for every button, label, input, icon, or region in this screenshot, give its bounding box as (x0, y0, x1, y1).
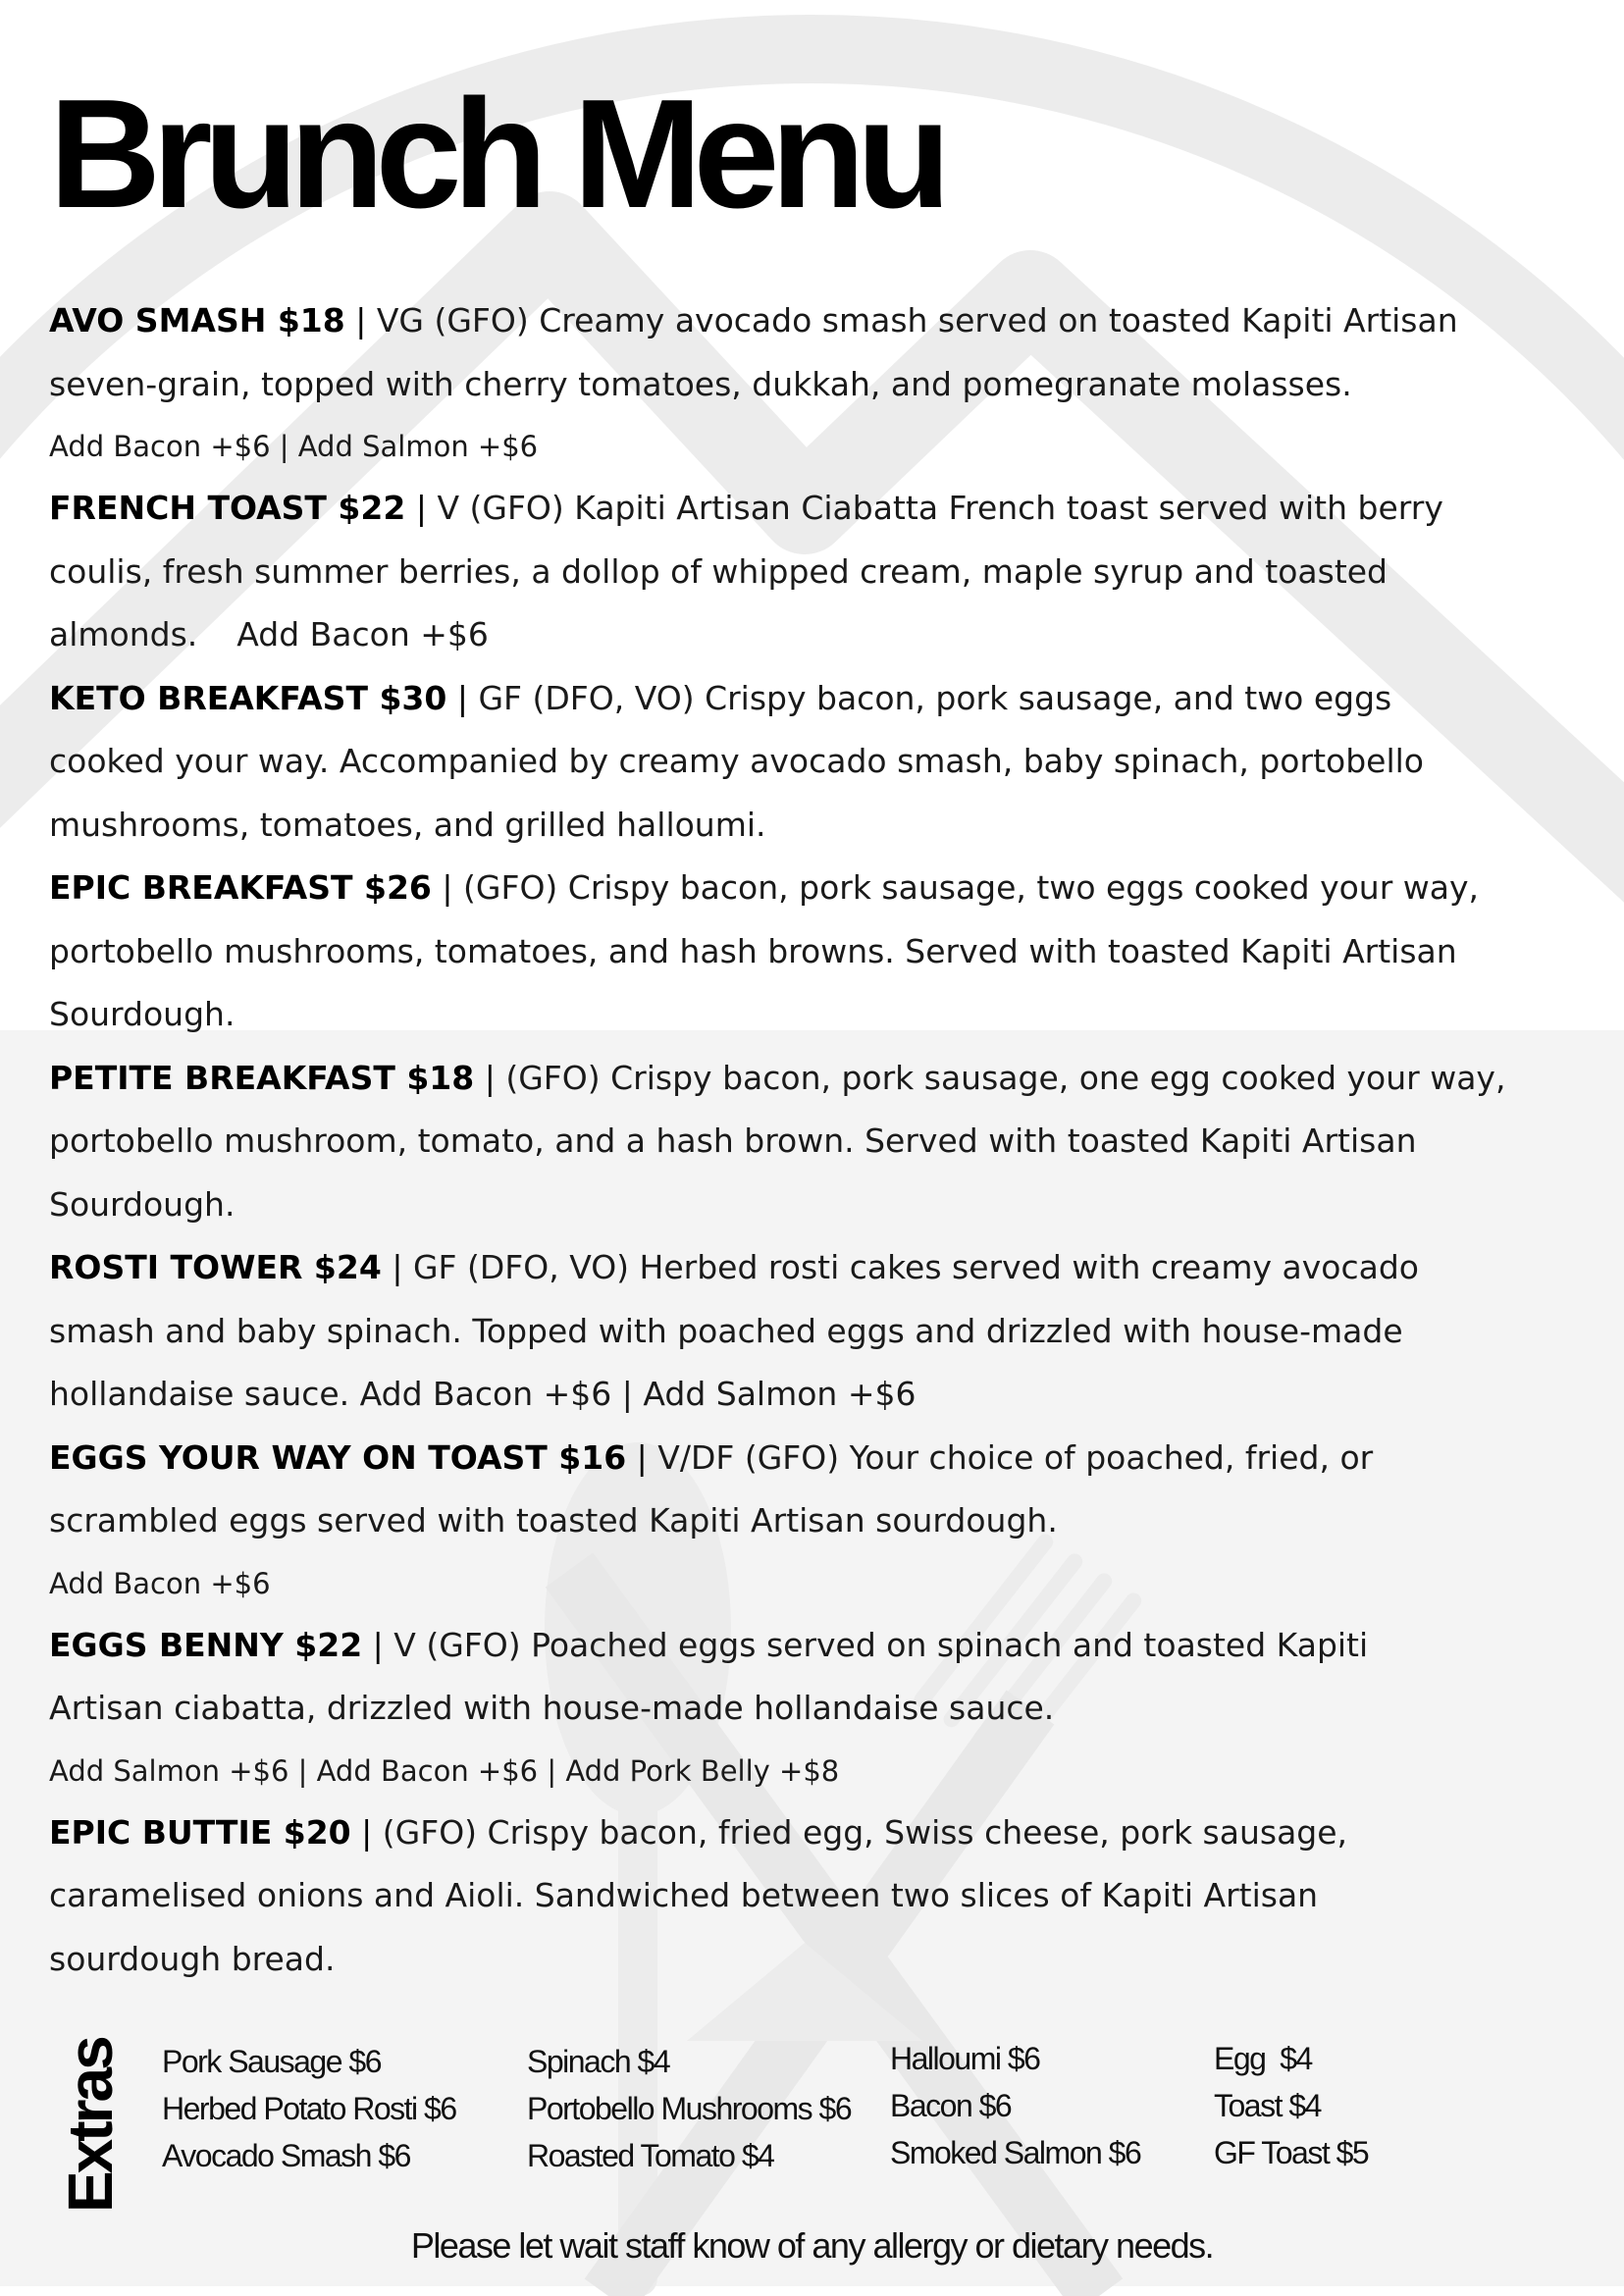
separator: | (456, 678, 468, 717)
item-description: smash and baby spinach. Topped with poached eggs and drizzled with house-made (49, 1311, 1403, 1350)
item-addon: Add Bacon +$6 | Add Salmon +$6 (49, 430, 539, 463)
extra-item: Toast $4 (1214, 2088, 1321, 2123)
item-description: (GFO) Crispy bacon, pork sausage, two eggs cooked your way, (463, 868, 1480, 907)
item-name: EGGS YOUR WAY ON TOAST $16 (49, 1437, 627, 1477)
item-description: mushrooms, tomatoes, and grilled halloumi. (49, 805, 766, 844)
extra-item: Portobello Mushrooms $6 (527, 2091, 852, 2126)
extras-column (1214, 2035, 1368, 2176)
item-description: V/DF (GFO) Your choice of poached, fried, or (657, 1437, 1374, 1477)
extra-item: Egg $4 (1214, 2041, 1312, 2076)
menu-item-eggs-your-way (49, 1427, 1541, 1614)
extras-column (162, 2038, 456, 2179)
item-description: portobello mushrooms, tomatoes, and hash browns. Served with toasted Kapiti Artisan (49, 931, 1457, 970)
separator: | (372, 1625, 384, 1664)
menu-item-petite-breakfast (49, 1047, 1541, 1237)
item-addon: Add Salmon +$6 | Add Bacon +$6 | Add Pork Belly +$8 (49, 1753, 840, 1788)
extra-item: Bacon $6 (890, 2088, 1012, 2123)
item-name: EPIC BREAKFAST $26 (49, 868, 432, 907)
item-description: Artisan ciabatta, drizzled with house-made hollandaise sauce. (49, 1689, 1055, 1727)
separator: | (415, 489, 427, 527)
item-description: V (GFO) Poached eggs served on spinach and toasted Kapiti (393, 1625, 1369, 1664)
menu-item-keto-breakfast (49, 667, 1541, 858)
menu-list (49, 289, 1541, 1991)
item-name: PETITE BREAKFAST $18 (49, 1058, 475, 1097)
menu-item-french-toast (49, 477, 1541, 667)
extra-item: Avocado Smash $6 (162, 2138, 410, 2173)
item-description: Sourdough. (49, 1184, 236, 1224)
item-description: hollandaise sauce. Add Bacon +$6 | Add Salmon +$6 (49, 1375, 917, 1413)
page-title: Brunch Menu (49, 68, 943, 240)
item-description: VG (GFO) Creamy avocado smash served on toasted Kapiti Artisan (376, 301, 1458, 339)
separator: | (392, 1248, 403, 1286)
separator: | (361, 1812, 373, 1852)
item-addon: Add Bacon +$6 (236, 615, 489, 653)
extras-column (527, 2038, 851, 2179)
allergy-notice: Please let wait staff know of any allergy or dietary needs. (410, 2225, 1214, 2266)
item-description: portobello mushroom, tomato, and a hash brown. Served with toasted Kapiti Artisan (49, 1122, 1417, 1160)
item-description: GF (DFO, VO) Crispy bacon, pork sausage, and two eggs (478, 678, 1392, 717)
extra-item: GF Toast $5 (1214, 2135, 1369, 2170)
item-description: (GFO) Crispy bacon, fried egg, Swiss cheese, pork sausage, (382, 1812, 1348, 1852)
separator: | (355, 301, 367, 339)
separator: | (484, 1058, 496, 1097)
menu-item-rosti-tower (49, 1236, 1541, 1427)
item-description: cooked your way. Accompanied by creamy avocado smash, baby spinach, portobello (49, 742, 1424, 780)
item-name: ROSTI TOWER $24 (49, 1248, 382, 1286)
item-description: Sourdough. (49, 995, 236, 1033)
menu-item-avo-smash (49, 289, 1541, 477)
item-description: V (GFO) Kapiti Artisan Ciabatta French toast served with berry (437, 489, 1443, 527)
item-name: EGGS BENNY $22 (49, 1625, 363, 1664)
extras-column (890, 2035, 1140, 2176)
item-description: scrambled eggs served with toasted Kapiti Artisan sourdough. (49, 1501, 1058, 1539)
item-description: GF (DFO, VO) Herbed rosti cakes served with creamy avocado (412, 1248, 1419, 1286)
extra-item: Herbed Potato Rosti $6 (162, 2091, 456, 2126)
extra-item: Spinach $4 (527, 2044, 670, 2079)
separator: | (636, 1437, 648, 1477)
item-description: coulis, fresh summer berries, a dollop of whipped cream, maple syrup and toasted (49, 551, 1388, 591)
menu-item-epic-breakfast (49, 857, 1541, 1047)
item-description: (GFO) Crispy bacon, pork sausage, one egg cooked your way, (505, 1058, 1506, 1097)
extra-item: Smoked Salmon $6 (890, 2135, 1141, 2170)
item-name: AVO SMASH $18 (49, 301, 345, 339)
extra-item: Halloumi $6 (890, 2041, 1040, 2076)
menu-item-eggs-benny (49, 1614, 1541, 1801)
menu-item-epic-buttie (49, 1801, 1541, 1992)
item-name: FRENCH TOAST $22 (49, 489, 406, 527)
extra-item: Roasted Tomato $4 (527, 2138, 774, 2173)
item-addon: Add Bacon +$6 (49, 1566, 271, 1600)
separator: | (442, 868, 453, 907)
item-description: caramelised onions and Aioli. Sandwiched between two slices of Kapiti Artisan (49, 1876, 1319, 1914)
item-name: EPIC BUTTIE $20 (49, 1812, 351, 1852)
item-description: sourdough bread. (49, 1939, 336, 1978)
item-description: seven-grain, topped with cherry tomatoes, dukkah, and pomegranate molasses. (49, 364, 1352, 403)
extras-heading: Extras (55, 2038, 126, 2213)
item-name: KETO BREAKFAST $30 (49, 678, 447, 717)
extra-item: Pork Sausage $6 (162, 2044, 381, 2079)
item-description: almonds. (49, 615, 198, 653)
